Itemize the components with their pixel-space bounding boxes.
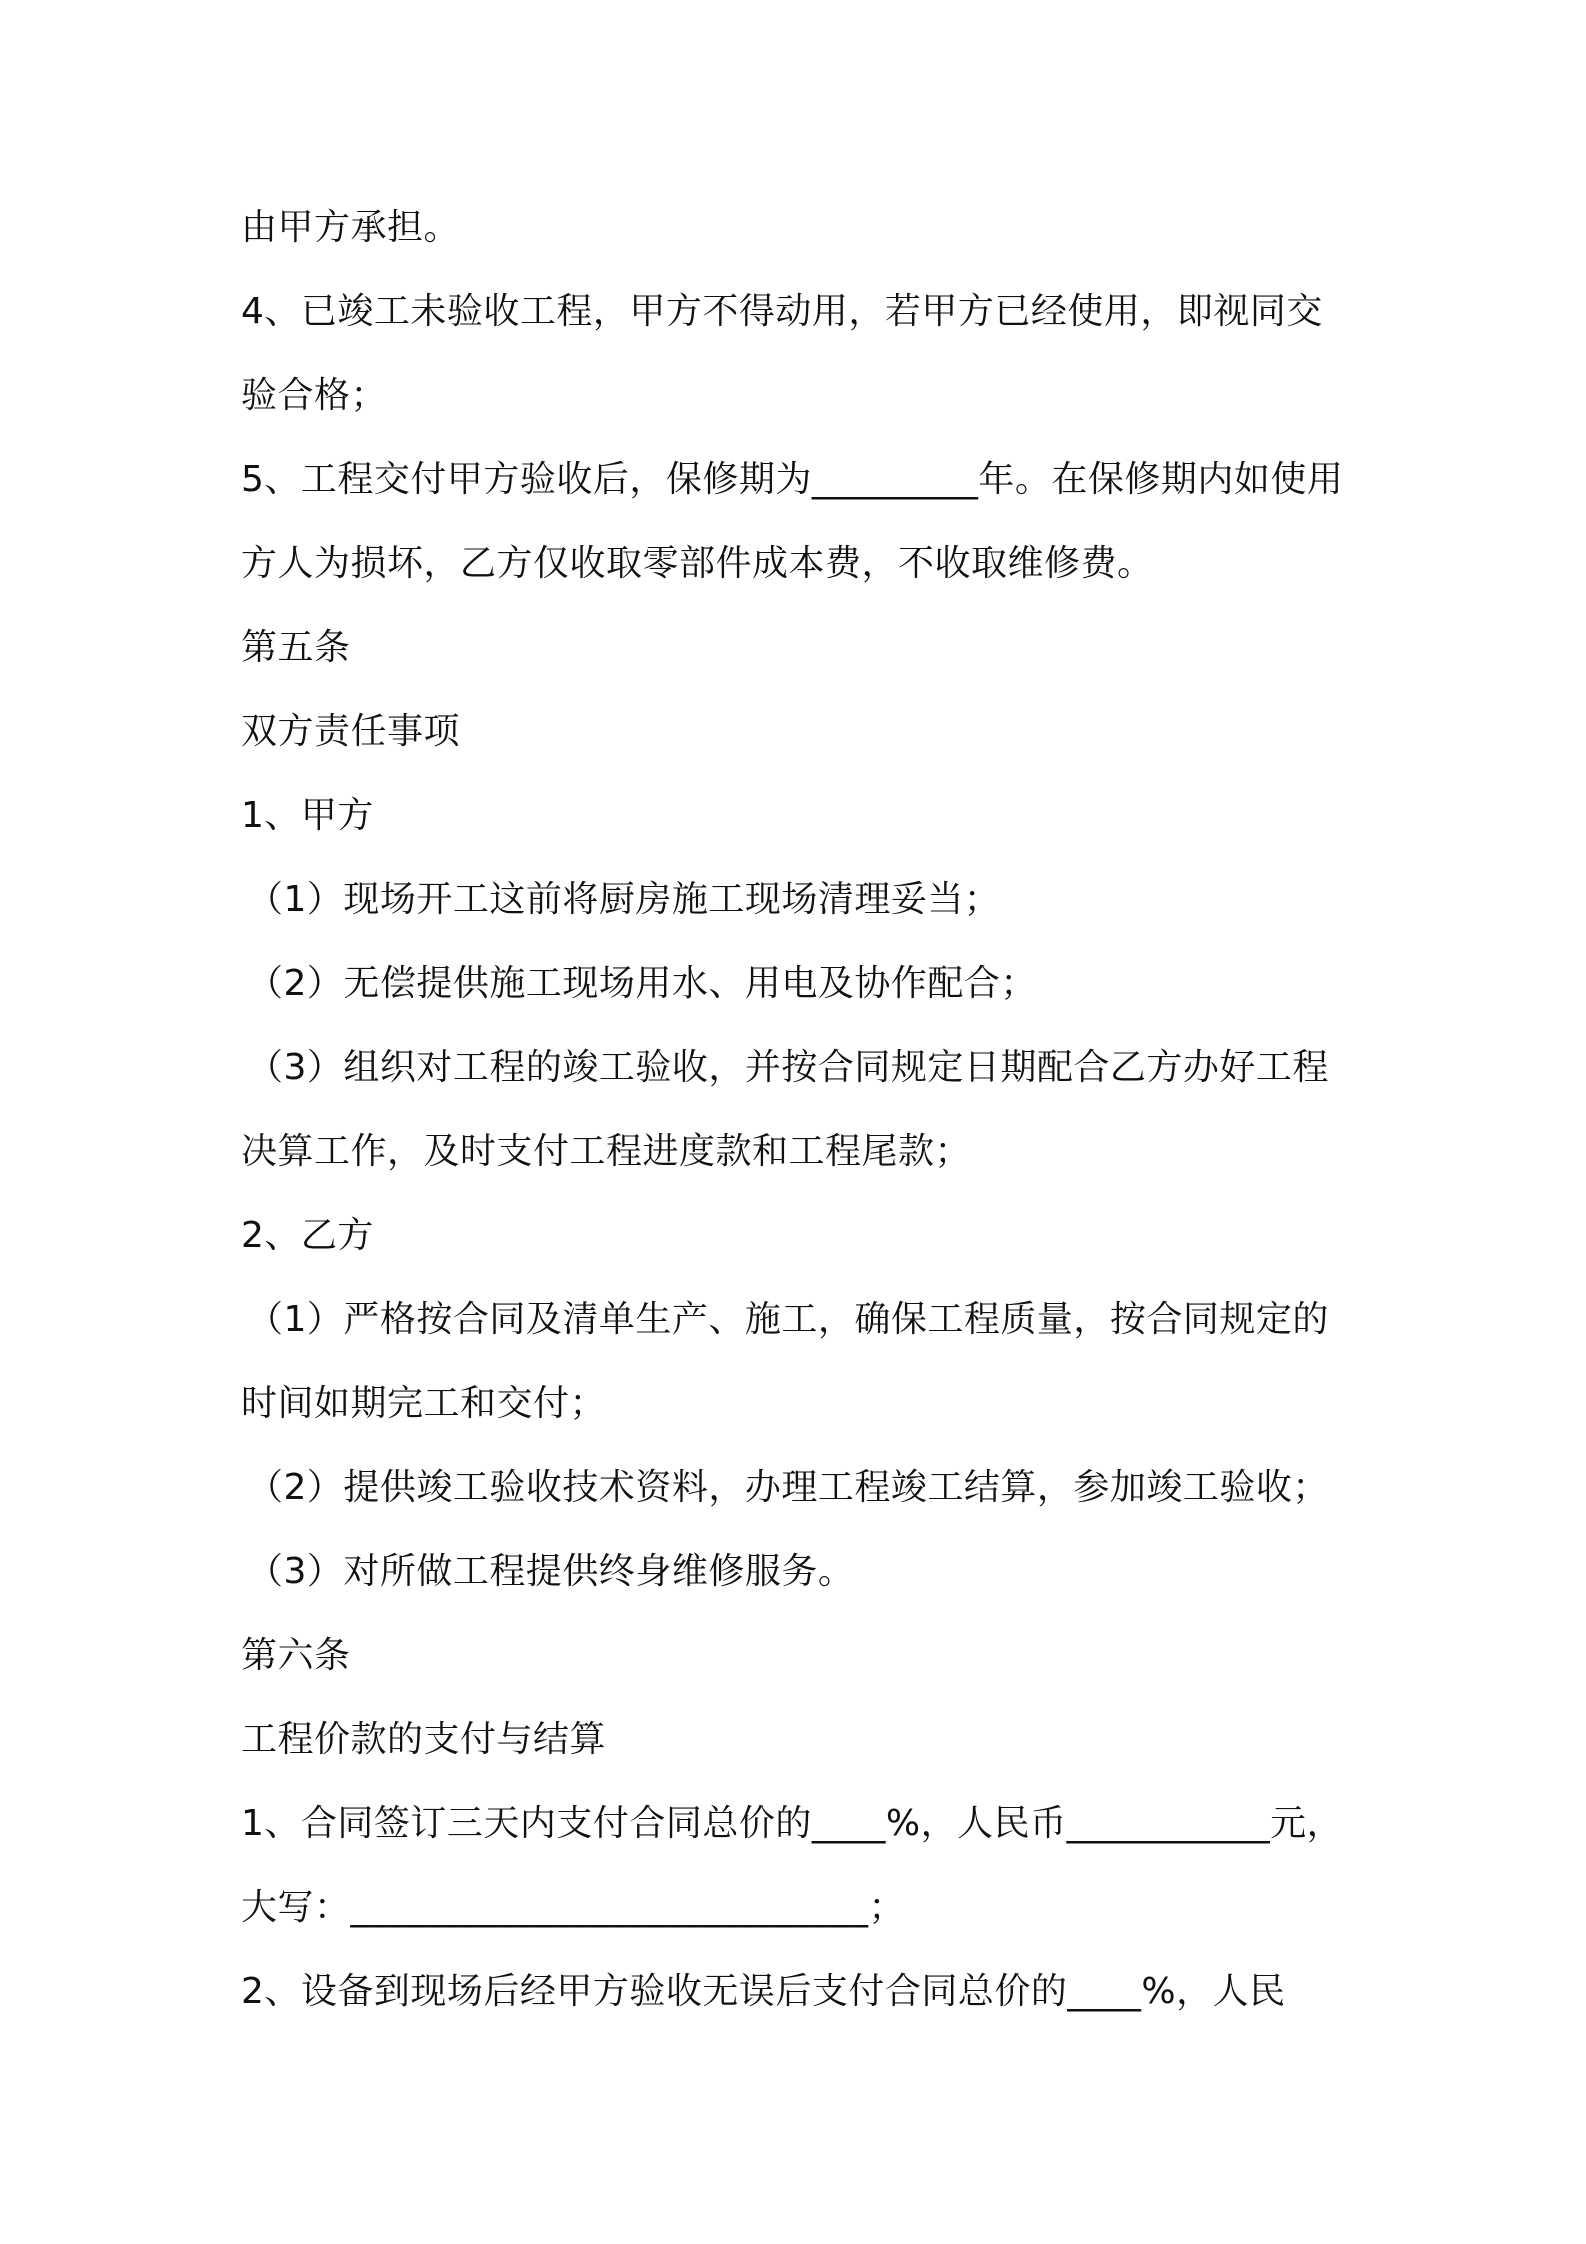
text-line: （1）现场开工这前将厨房施工现场清理妥当； <box>247 879 1001 920</box>
text-line: 验合格； <box>241 375 388 416</box>
text-line: 由甲方承担。 <box>241 207 461 248</box>
text-line: 大写：____________________________； <box>241 1887 906 1928</box>
text-line: 4、已竣工未验收工程，甲方不得动用，若甲方已经使用，即视同交 <box>241 291 1323 332</box>
text-line: 1、合同签订三天内支付合同总价的____%，人民币___________元， <box>241 1803 1344 1844</box>
text-line: 5、工程交付甲方验收后，保修期为_________年。在保修期内如使用 <box>241 459 1344 500</box>
text-line: 1、甲方 <box>241 795 374 836</box>
text-line: （1）严格按合同及清单生产、施工，确保工程质量，按合同规定的 <box>247 1299 1329 1340</box>
section-heading: 第六条 <box>241 1635 351 1676</box>
section-heading: 第五条 <box>241 627 351 668</box>
text-line: （3）组织对工程的竣工验收，并按合同规定日期配合乙方办好工程 <box>247 1047 1329 1088</box>
text-line: 方人为损坏，乙方仅收取零部件成本费，不收取维修费。 <box>241 543 1154 584</box>
text-line: （2）提供竣工验收技术资料，办理工程竣工结算，参加竣工验收； <box>247 1467 1329 1508</box>
text-line: 2、乙方 <box>241 1215 374 1256</box>
section-title: 工程价款的支付与结算 <box>241 1719 607 1760</box>
text-line: 2、设备到现场后经甲方验收无误后支付合同总价的____%，人民 <box>241 1971 1286 2012</box>
text-line: 时间如期完工和交付； <box>241 1383 607 1424</box>
text-line: （3）对所做工程提供终身维修服务。 <box>247 1551 855 1592</box>
section-title: 双方责任事项 <box>241 711 461 752</box>
text-line: 决算工作，及时支付工程进度款和工程尾款； <box>241 1131 972 1172</box>
text-line: （2）无偿提供施工现场用水、用电及协作配合； <box>247 963 1037 1004</box>
